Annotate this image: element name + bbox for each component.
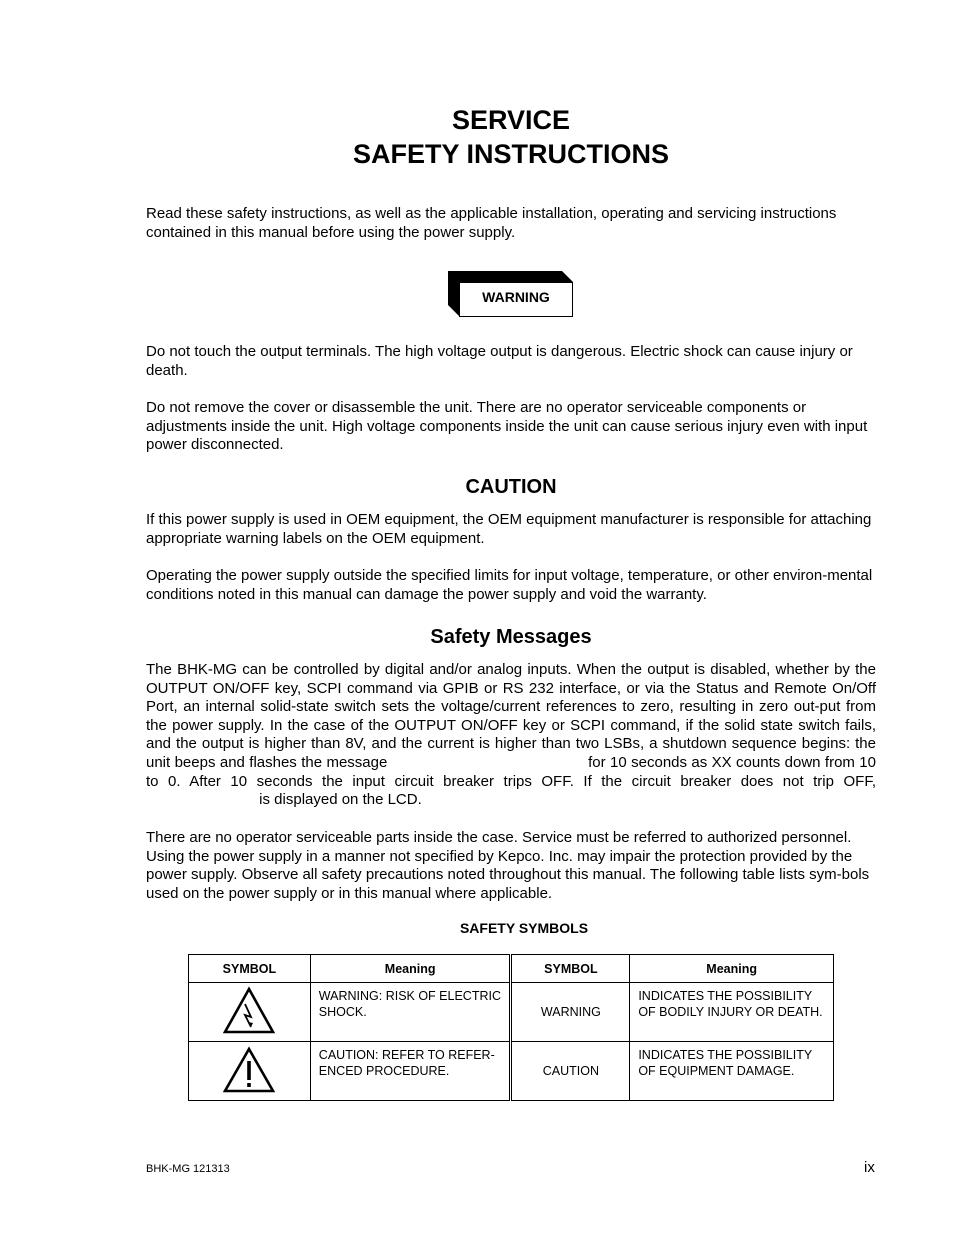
symbol-text-cell: CAUTION [511, 1042, 630, 1101]
page-title-line2: SAFETY INSTRUCTIONS [352, 139, 670, 169]
warning-paragraph-1: Do not touch the output terminals. The high voltage output is dangerous. Electric shock can cause injury or death. [146, 343, 853, 379]
caution-paragraph-1: If this power supply is used in OEM equipment, the OEM equipment manufacturer is responsible for attaching appropriate warning labels on the OEM equipment. [146, 511, 872, 547]
warning-box [448, 270, 574, 318]
table-header-cell: SYMBOL [189, 955, 311, 983]
intro-paragraph: Read these safety instructions, as well as the applicable installation, operating and servicing instructions contained in this manual before using the power supply. [146, 205, 837, 241]
symbol-cell [189, 1042, 311, 1101]
caution-exclamation-icon [222, 1045, 276, 1095]
table-header-cell: SYMBOL [511, 955, 630, 983]
page-title [146, 103, 876, 171]
electric-shock-icon [222, 986, 276, 1036]
table-header-cell: Meaning [310, 955, 511, 983]
warning-paragraph-2: Do not remove the cover or disassemble the unit. There are no operator serviceable components or adjustments inside the unit. High voltage components inside the unit can cause serious injury even with input power disconnected. [146, 399, 868, 454]
page-title-line1: SERVICE [451, 105, 571, 135]
meaning-cell: INDICATES THE POSSIBILITY OF EQUIPMENT DAMAGE. [630, 1042, 834, 1101]
caution-heading: CAUTION [465, 476, 557, 498]
table-row [189, 983, 834, 1042]
safety-messages-heading: Safety Messages [430, 626, 592, 648]
symbol-cell [189, 983, 311, 1042]
meaning-cell: WARNING: RISK OF ELECTRIC SHOCK. [310, 983, 511, 1042]
safety-symbols-table [188, 954, 834, 1101]
meaning-cell: CAUTION: REFER TO REFER-ENCED PROCEDURE. [310, 1042, 511, 1101]
table-header-cell: Meaning [630, 955, 834, 983]
safety-paragraph-1-part3: is displayed on the LCD. [259, 791, 422, 809]
safety-paragraph-2: There are no operator serviceable parts inside the case. Service must be referred to authorized personnel. Using the power supply in a manner not specified by Kepco. Inc. may impair the protection provided by the power supply. Observe all safety precautions noted throughout this manual. The following table lists sym-bols used on the power supply or in this manual where applicable. [146, 829, 870, 902]
footer-page-number: ix [864, 1159, 875, 1176]
footer-doc-id: BHK-MG 121313 [146, 1163, 230, 1175]
table-row [189, 1042, 834, 1101]
meaning-cell: INDICATES THE POSSIBILITY OF BODILY INJURY OR DEATH. [630, 983, 834, 1042]
symbol-text-cell: WARNING [511, 983, 630, 1042]
warning-label: WARNING [482, 289, 550, 305]
safety-paragraph-1-part1: The BHK-MG can be controlled by digital and/or analog inputs. When the output is disabled, whether by the OUTPUT ON/OFF key, SCPI command via GPIB or RS 232 interface, or via the Status and Remote On/Off Port, an internal solid-state switch sets the voltage/current references to zero, resulting in zero out-put from the power supply. In the case of the OUTPUT ON/OFF key or SCPI command, if the solid state switch fails, and the output is higher than 8V, and the current is higher than two LSBs, a shutdown sequence begins: the unit beeps and flashes the message [146, 661, 876, 771]
table-header-row [189, 955, 834, 983]
safety-paragraph-1 [146, 661, 876, 810]
table-caption: SAFETY SYMBOLS [459, 920, 589, 936]
safety-paragraph-1-part2: for 10 seconds as XX counts down from 10 to 0. After 10 seconds the input circuit breaker trips OFF. If the circuit breaker does not trip OFF, [146, 753, 876, 790]
caution-paragraph-2: Operating the power supply outside the specified limits for input voltage, temperature, or other environ-mental conditions noted in this manual can damage the power supply and void the warranty. [146, 567, 873, 603]
